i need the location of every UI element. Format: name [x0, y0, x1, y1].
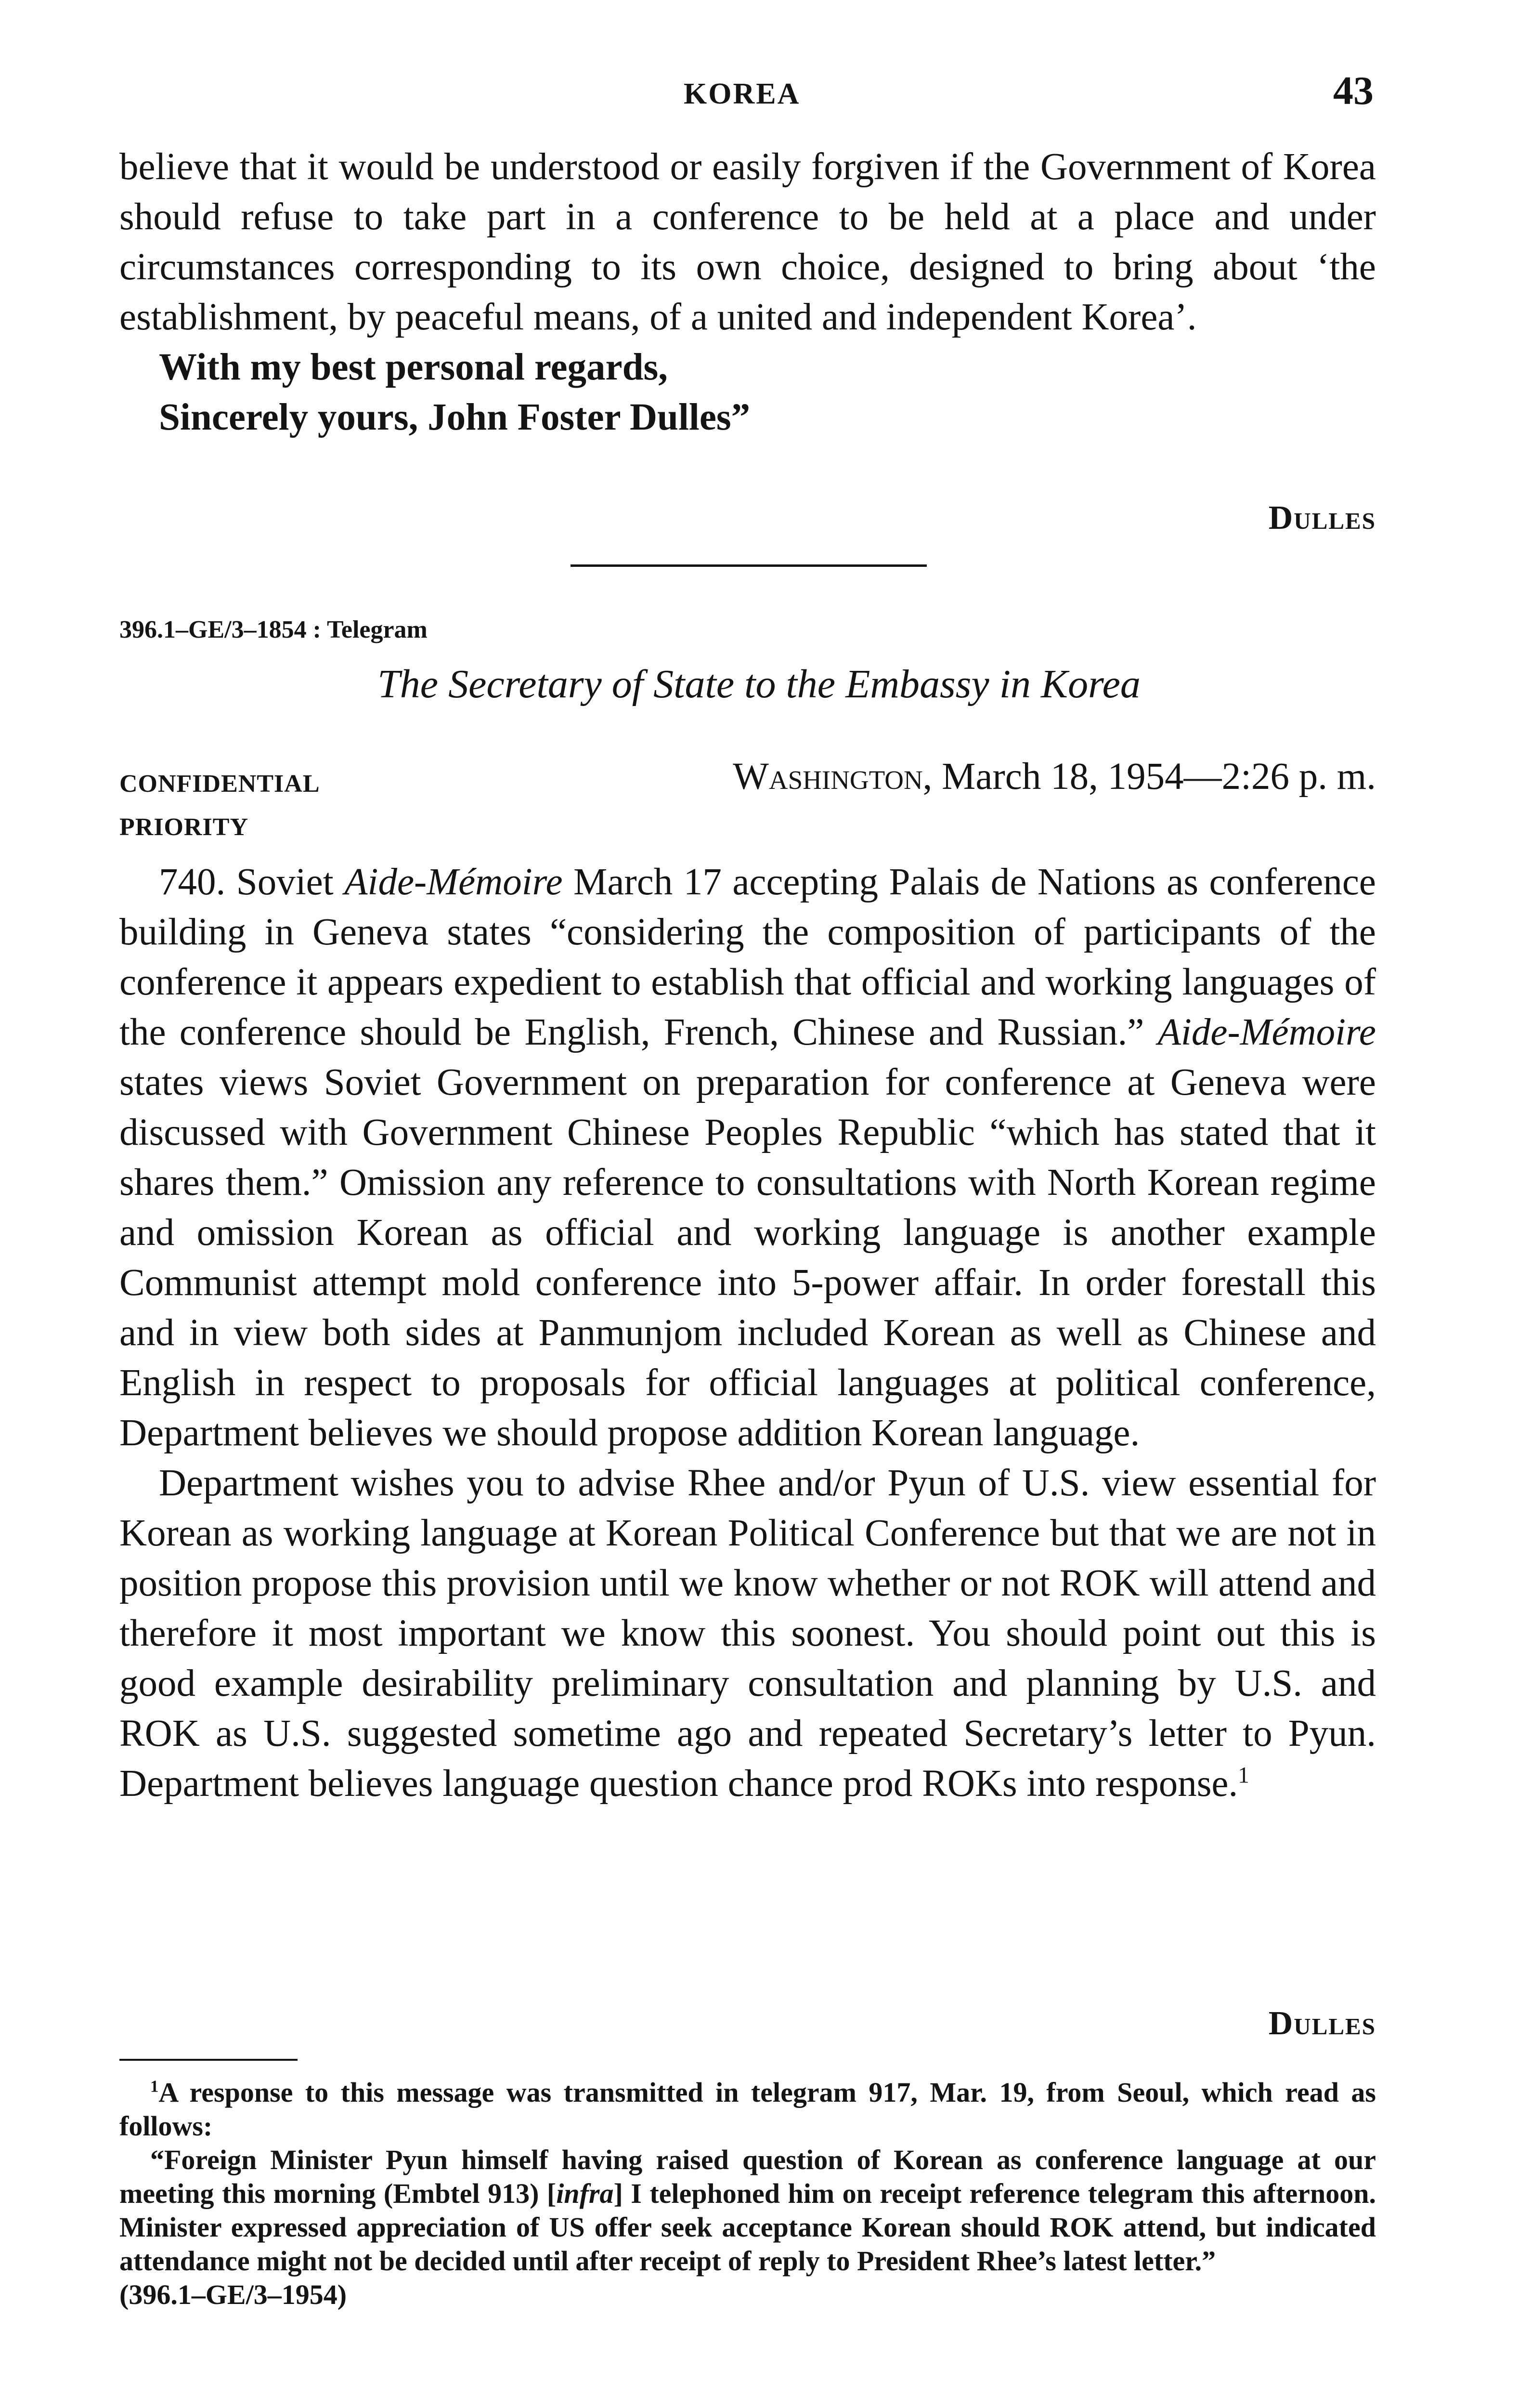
footnote-reference: 1: [1238, 1763, 1249, 1788]
footnote-file-ref: (396.1–GE/3–1954): [119, 2279, 347, 2310]
telegram-body: [119, 857, 1376, 1809]
running-head: [0, 67, 1518, 120]
dateline-place: Washington,: [733, 756, 933, 798]
priority-label: PRIORITY: [119, 813, 249, 841]
classification-label: CONFIDENTIAL: [119, 770, 320, 798]
letter-closing-regards: With my best personal regards,: [159, 346, 668, 388]
p1-text-c: March 17 accepting Palais de Nations as conference building in Geneva states “considering the composition of participants of the conference it appears expedient to establish that official and working languages of the conference should be English, French, Chinese and Russian.”: [119, 861, 1376, 1053]
footnote-marker: 1: [150, 2077, 159, 2096]
dateline: [733, 755, 1376, 798]
document-reference: 396.1–GE/3–1854 : Telegram: [119, 616, 428, 643]
footnote-quote-c: ] I telephoned him on receipt reference telegram this afternoon. Minister expressed appreciation of US offer seek acceptance Korean should ROK attend, but indicated attendance might not be decided until after receipt of reply to President Rhee’s latest letter.”: [119, 2178, 1376, 2277]
letter-text: believe that it would be understood or easily forgiven if the Government of Korea should refuse to take part in a conference to be held at a place and under circumstances corresponding to its own choice, designed to bring about ‘the establishment, by peaceful means, of a united and independent Korea’.: [119, 146, 1376, 338]
running-head-title: KOREA: [684, 78, 801, 110]
p2-text: Department wishes you to advise Rhee and/or Pyun of U.S. view essential for Korean as working language at Korean Political Conference but that we are not in position propose this provision until we know whether or not ROK will attend and therefore it most important we know this soonest. You should point out this is good example desirability preliminary consultation and planning by U.S. and ROK as U.S. suggested sometime ago and repeated Secretary’s letter to Pyun. Department believes language question chance prod ROKs into response.: [119, 1462, 1376, 1805]
p1-text-e: states views Soviet Government on preparation for conference at Geneva were discussed with Government Chinese Peoples Republic “which has stated that it shares them.” Omission any reference to consultations with North Korean regime and omission Korean as official and working language is another example Communist attempt mold conference into 5-power affair. In order forestall this and in view both sides at Panmunjom included Korean as well as Chinese and English in respect to proposals for official languages at political conference, Department believes we should propose addition Korean language.: [119, 1061, 1376, 1454]
footnote-intro: [119, 2076, 1376, 2143]
footnote: [119, 2076, 1376, 2312]
footnote-quote-infra: infra: [556, 2178, 614, 2209]
signature-dulles-2: Dulles: [1268, 2005, 1376, 2042]
signature-dulles-1: Dulles: [1268, 499, 1376, 537]
footnote-rule: [119, 2059, 298, 2061]
p1-aide-memoire-2: Aide-Mémoire: [1157, 1011, 1376, 1053]
section-divider: [571, 564, 927, 567]
footnote-intro-text: A response to this message was transmitted in telegram 917, Mar. 19, from Seoul, which read as follows:: [119, 2077, 1376, 2142]
p1-aide-memoire-1: Aide-Mémoire: [344, 861, 563, 903]
telegram-paragraph-1: [119, 857, 1376, 1458]
footnote-quote: [119, 2143, 1376, 2278]
letter-closing-signoff: Sincerely yours, John Foster Dulles”: [159, 396, 751, 438]
letter-continuation: [119, 142, 1376, 443]
footnote-quote-a: “Foreign Minister Pyun himself having raised question of Korean as conference language at our meeting this morning (Embtel 913) [: [119, 2144, 1376, 2209]
page-number: 43: [1333, 68, 1374, 113]
dateline-date: March 18, 1954—2:26 p. m.: [942, 756, 1376, 798]
document-heading: The Secretary of State to the Embassy in Korea: [377, 662, 1141, 707]
telegram-paragraph-2: [119, 1458, 1376, 1809]
p1-text-a: 740. Soviet: [159, 861, 345, 903]
